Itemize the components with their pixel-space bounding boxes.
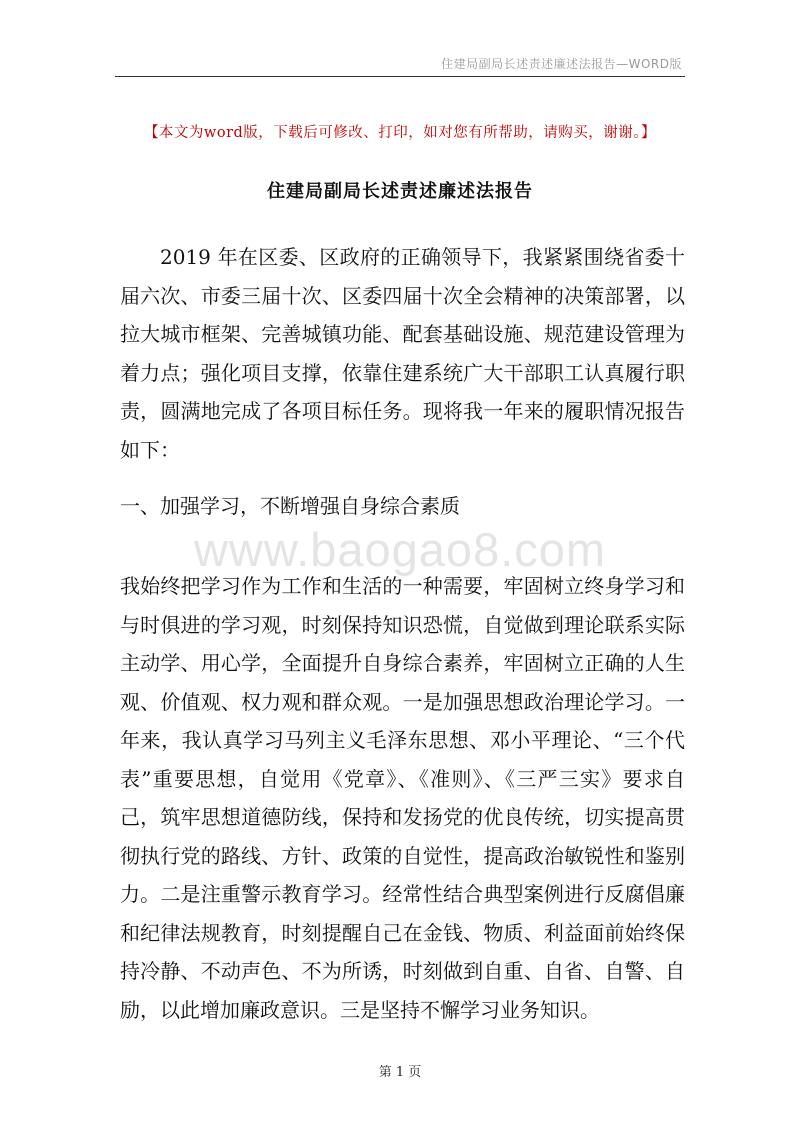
intro-paragraph: 2019 年在区委、区政府的正确领导下，我紧紧围绕省委十届六次、市委三届十次、区委四届十次全会精神的决策部署，以拉大城市框架、完善城镇功能、配套基础设施、规范建设管理为着力点；强化项目支撑，依靠住建系统广大干部职工认真履行职责，圆满地完成了各项目标任务。现将我一年来的履职情况报告如下： [120,245,685,462]
running-header: 住建局副局长述责述廉述法报告—WORD版 [441,57,682,71]
document-title: 住建局副局长述责述廉述法报告 [267,181,533,202]
section-1-paragraph: 我始终把学习作为工作和生活的一种需要，牢固树立终身学习和与时俱进的学习观，时刻保持知识恐慌，自觉做到理论联系实际主动学、用心学，全面提升自身综合素养，牢固树立正确的人生观、价值观、权力观和群众观。一是加强思想政治理论学习。一年来，我认真学习马列主义毛泽东思想、邓小平理论、“三个代表”重要思想，自觉用《党章》、《准则》、《三严三实》要求自己，筑牢思想道德防线，保持和发扬党的优良传统，切实提高贯彻执行党的路线、方针、政策的自觉性，提高政治敏锐性和鉴别力。二是注重警示教育学习。经常性结合典型案例进行反腐倡廉和纪律法规教育，时刻提醒自己在金钱、物质、利益面前始终保持冷静、不动声色、不为所诱，时刻做到自重、自省、自警、自励，以此增加廉政意识。三是坚持不懈学习业务知识。 [120,574,685,1022]
purchase-notice: 【本文为word版，下载后可修改、打印，如对您有所帮助，请购买，谢谢。】 [143,125,657,141]
section-heading-1: 一、加强学习，不断增强自身综合素质 [120,494,460,518]
watermark: www.baogao8.com [193,523,607,576]
header-divider [115,76,685,77]
page-number: 第 1 页 [378,1065,422,1080]
